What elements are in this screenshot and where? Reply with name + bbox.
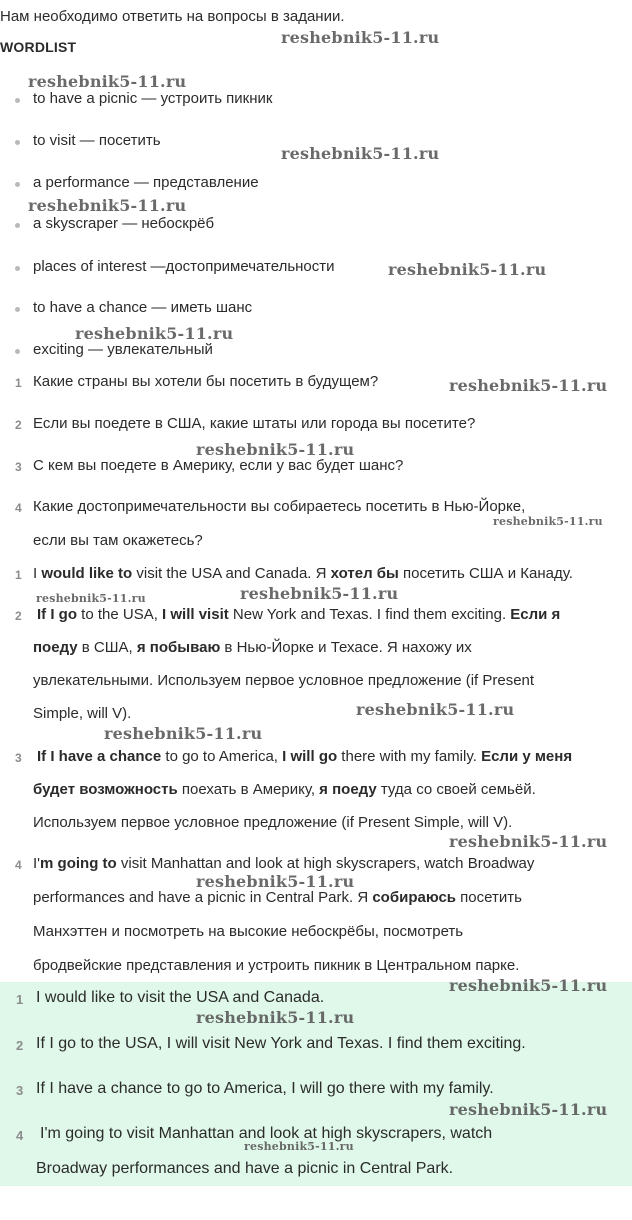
answer-number: 4 bbox=[15, 858, 22, 872]
watermark: reshebnik5-11.ru bbox=[196, 1008, 355, 1027]
question-4-line-2: если вы там окажетесь? bbox=[33, 532, 203, 549]
bullet bbox=[15, 98, 20, 103]
watermark: reshebnik5-11.ru bbox=[36, 592, 146, 605]
answer-4-line-2: performances and have a picnic in Central Park. Я собираюсь посетить bbox=[33, 889, 522, 906]
watermark: reshebnik5-11.ru bbox=[449, 832, 608, 851]
final-answer-4-line-1: I'm going to visit Manhattan and look at high skyscrapers, watch bbox=[40, 1125, 493, 1142]
bullet bbox=[15, 266, 20, 271]
question-3: С кем вы поедете в Америку, если у вас будет шанс? bbox=[33, 457, 404, 474]
watermark: reshebnik5-11.ru bbox=[104, 724, 263, 743]
question-2: Если вы поедете в США, какие штаты или города вы посетите? bbox=[33, 415, 476, 432]
bullet bbox=[15, 182, 20, 187]
question-number: 1 bbox=[15, 376, 22, 390]
watermark: reshebnik5-11.ru bbox=[493, 515, 603, 528]
final-answer-1: I would like to visit the USA and Canada. bbox=[36, 989, 325, 1006]
watermark: reshebnik5-11.ru bbox=[244, 1140, 354, 1153]
question-number: 3 bbox=[15, 460, 22, 474]
watermark: reshebnik5-11.ru bbox=[281, 28, 440, 47]
answer-4-line-3: Манхэттен и посмотреть на высокие небоскрёбы, посмотреть bbox=[33, 923, 464, 940]
final-number: 3 bbox=[16, 1083, 24, 1098]
answer-2-line-2: поеду в США, я побываю в Нью-Йорке и Техасе. Я нахожу их bbox=[33, 639, 472, 656]
wordlist-item: places of interest —достопримечательности bbox=[33, 258, 335, 275]
answer-4-line-1: I'm going to visit Manhattan and look at high skyscrapers, watch Broadway bbox=[33, 855, 535, 872]
wordlist-item: to have a picnic — устроить пикник bbox=[33, 90, 273, 107]
answer-number: 3 bbox=[15, 751, 22, 765]
answer-number: 1 bbox=[15, 568, 22, 582]
bullet bbox=[15, 140, 20, 145]
final-number: 4 bbox=[16, 1128, 24, 1143]
answer-2-line-3: увлекательными. Используем первое условное предложение (if Present bbox=[33, 672, 535, 689]
wordlist-item: to visit — посетить bbox=[33, 132, 161, 149]
answer-2-line-1: If I go to the USA, I will visit New York and Texas. I find them exciting. Если я bbox=[37, 606, 561, 623]
watermark: reshebnik5-11.ru bbox=[28, 72, 187, 91]
watermark: reshebnik5-11.ru bbox=[196, 872, 355, 891]
final-answer-3: If I have a chance to go to America, I will go there with my family. bbox=[36, 1080, 494, 1097]
answer-3-line-2: будет возможность поехать в Америку, я поеду туда со своей семьёй. bbox=[33, 781, 536, 798]
answer-1: I would like to visit the USA and Canada. Я хотел бы посетить США и Канаду. bbox=[33, 565, 573, 582]
question-1: Какие страны вы хотели бы посетить в будущем? bbox=[33, 373, 379, 390]
answer-3-line-3: Используем первое условное предложение (if Present Simple, will V). bbox=[33, 814, 513, 831]
question-number: 2 bbox=[15, 418, 22, 432]
answer-4-line-4: бродвейские представления и устроить пикник в Центральном парке. bbox=[33, 957, 520, 974]
answer-3-line-1: If I have a chance to go to America, I will go there with my family. Если у меня bbox=[37, 748, 573, 765]
watermark: reshebnik5-11.ru bbox=[240, 584, 399, 603]
question-number: 4 bbox=[15, 501, 22, 515]
watermark: reshebnik5-11.ru bbox=[356, 700, 515, 719]
wordlist-title: WORDLIST bbox=[0, 39, 77, 55]
wordlist-item: to have a chance — иметь шанс bbox=[33, 299, 253, 316]
answer-2-line-4: Simple, will V). bbox=[33, 705, 132, 722]
wordlist-item: a performance — представление bbox=[33, 174, 259, 191]
watermark: reshebnik5-11.ru bbox=[449, 976, 608, 995]
final-answer-4-line-2: Broadway performances and have a picnic in Central Park. bbox=[36, 1160, 454, 1177]
question-4-line-1: Какие достопримечательности вы собираетесь посетить в Нью-Йорке, bbox=[33, 498, 526, 515]
bullet bbox=[15, 307, 20, 312]
watermark: reshebnik5-11.ru bbox=[28, 196, 187, 215]
final-number: 1 bbox=[16, 992, 24, 1007]
watermark: reshebnik5-11.ru bbox=[196, 440, 355, 459]
final-answer-2: If I go to the USA, I will visit New York and Texas. I find them exciting. bbox=[36, 1035, 526, 1052]
watermark: reshebnik5-11.ru bbox=[388, 260, 547, 279]
watermark: reshebnik5-11.ru bbox=[281, 144, 440, 163]
wordlist-item: exciting — увлекательный bbox=[33, 341, 213, 358]
intro-text: Нам необходимо ответить на вопросы в задании. bbox=[0, 8, 345, 25]
bullet bbox=[15, 223, 20, 228]
bullet bbox=[15, 349, 20, 354]
watermark: reshebnik5-11.ru bbox=[75, 324, 234, 343]
watermark: reshebnik5-11.ru bbox=[449, 1100, 608, 1119]
answer-number: 2 bbox=[15, 609, 22, 623]
wordlist-item: a skyscraper — небоскрёб bbox=[33, 215, 215, 232]
final-number: 2 bbox=[16, 1038, 24, 1053]
watermark: reshebnik5-11.ru bbox=[449, 376, 608, 395]
